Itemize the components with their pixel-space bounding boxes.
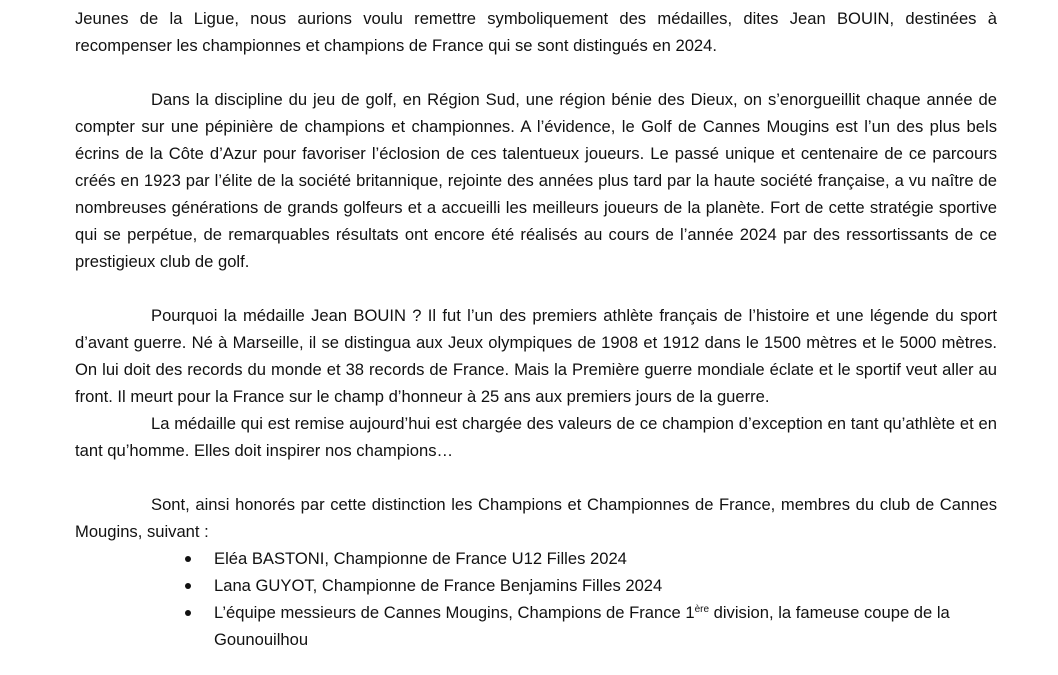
honoree-text-part: L’équipe messieurs de Cannes Mougins, Champions de France 1 xyxy=(214,603,695,622)
bullet-icon xyxy=(185,583,191,589)
paragraph-jean-bouin: Pourquoi la médaille Jean BOUIN ? Il fut l’un des premiers athlète français de l’histoire et une légende du sport d’avant guerre. Né à Marseille, il se distingua aux Jeux olympiques de 1908 et 1912 dans le 1500 mètres et le 5000 mètres. On lui doit des records du monde et 38 records de France. Mais la Première guerre mondiale éclate et le sportif veut aller au front. Il meurt pour la France sur le champ d’honneur à 25 ans aux premiers jours de la guerre. xyxy=(75,306,997,406)
paragraph-golf-cannes-mougins: Dans la discipline du jeu de golf, en Région Sud, une région bénie des Dieux, on s’enorgueillit chaque année de compter sur une pépinière de champions et championnes. A l’évidence, le Golf de Cannes Mougins est l’un des plus bels écrins de la Côte d’Azur pour favoriser l’éclosion de ces talentueux joueurs. Le passé unique et centenaire de ce parcours créés en 1923 par l’élite de la société britannique, rejointe des années plus tard par la haute société française, a vu naître de nombreuses générations de grands golfeurs et a accueilli les meilleurs joueurs de la planète. Fort de cette stratégie sportive qui se perpétue, de remarquables résultats ont encore été réalisés au cours de l’année 2024 par des ressortissants de ce prestigieux club de golf. xyxy=(75,90,997,271)
paragraph-intro: Jeunes de la Ligue, nous aurions voulu remettre symboliquement des médailles, dites Jean BOUIN, destinées à recompenser les championnes et champions de France qui se sont distingués en 2024. xyxy=(75,9,997,55)
list-item xyxy=(75,599,997,653)
honoree-text: Lana GUYOT, Championne de France Benjamins Filles 2024 xyxy=(214,576,663,595)
paragraph-medal-values: La médaille qui est remise aujourd’hui est chargée des valeurs de ce champion d’exception en tant qu’athlète et en tant qu’homme. Elles doit inspirer nos champions… xyxy=(75,414,997,460)
honoree-text: Eléa BASTONI, Championne de France U12 Filles 2024 xyxy=(214,549,627,568)
document-page xyxy=(75,0,997,653)
list-item xyxy=(75,545,997,572)
list-item xyxy=(75,572,997,599)
honoree-text-part: division, la fameuse coupe de la Gounouilhou xyxy=(214,603,950,649)
bullet-icon xyxy=(185,556,191,562)
paragraph-honorees-intro: Sont, ainsi honorés par cette distinction les Champions et Championnes de France, membres du club de Cannes Mougins, suivant : xyxy=(75,495,997,541)
bullet-icon xyxy=(185,610,191,616)
honorees-list xyxy=(75,545,997,653)
ordinal-superscript: ère xyxy=(694,604,710,615)
